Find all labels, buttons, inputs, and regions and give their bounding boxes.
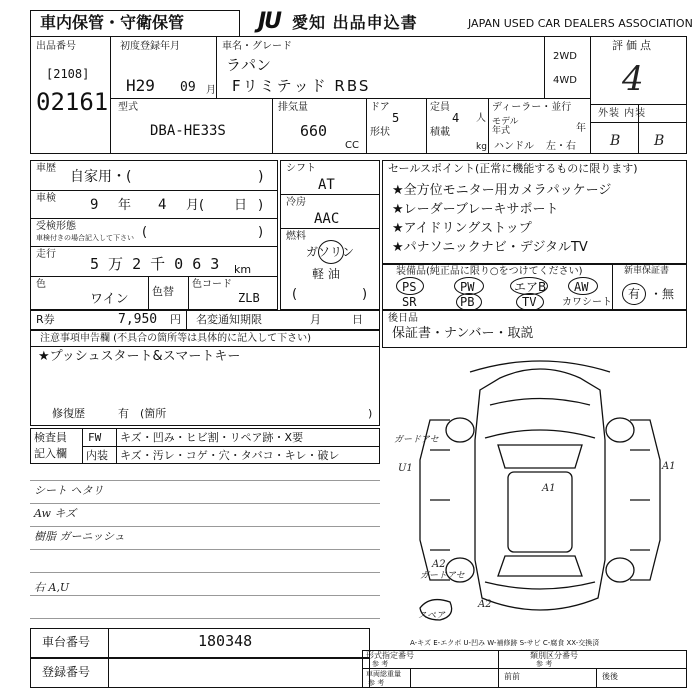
- shift-value: AT: [318, 177, 335, 193]
- plate-label: 登録番号: [42, 665, 91, 679]
- damage-legend: A-キズ E-エクボ U-凹み W-補修跡 S-サビ C-腐食 XX-交換済: [410, 639, 600, 647]
- inspection-month: 4: [158, 197, 167, 213]
- diagram-label-a2-left: A2: [432, 559, 446, 570]
- registration-month: 09: [180, 80, 196, 95]
- displacement-label: 排気量: [278, 102, 308, 113]
- repair-label: 修復歴: [52, 407, 85, 420]
- car-name: ラパン: [226, 56, 272, 74]
- hand-note-2: Aw キズ: [34, 507, 77, 520]
- chassis-label: 車台番号: [42, 635, 91, 649]
- form-number-label: 形式指定番号: [366, 651, 414, 660]
- displacement-value: 660: [300, 122, 328, 140]
- model-year-label: モデル 年式: [492, 117, 519, 136]
- selling-point-4: ★パナソニックナビ・デジタルTV: [392, 240, 588, 255]
- equip-ps-circle: [396, 277, 424, 295]
- name-change-label: 名変通知期限: [196, 313, 262, 326]
- drive-4wd: 4WD: [553, 75, 577, 86]
- name-change-day: 日: [352, 313, 363, 326]
- hand-note-3: 樹脂 ガーニッシュ: [34, 530, 125, 543]
- load-unit: kg: [476, 142, 487, 152]
- notes-label: 注意事項申告欄 (不具合の箇所等は具体的に記入して下さい): [40, 333, 311, 344]
- warranty-label: 新車保証書: [624, 266, 670, 276]
- form-ref-2: 参 考: [536, 660, 553, 668]
- car-grade: Fリミテッド RBS: [232, 77, 371, 95]
- ac-value: AAC: [314, 211, 340, 227]
- diagram-label-a2-bottom: A2: [478, 599, 492, 610]
- postscript-value: 保証書・ナンバー・取説: [392, 326, 534, 341]
- recycle-label: R券: [36, 313, 55, 326]
- selling-point-3: ★アイドリングストップ: [392, 221, 532, 236]
- front-axle-label: 前前: [504, 672, 520, 681]
- load-label: 積載: [430, 127, 450, 138]
- score-label: 評価点: [612, 39, 654, 52]
- color-code: ZLB: [238, 291, 260, 305]
- fw-items: キズ・凹み・ヒビ割・リペア跡・X要: [120, 431, 304, 444]
- equip-tv: TV: [522, 295, 537, 309]
- fuel-diesel: 軽 油: [312, 267, 340, 281]
- interior-label: 内装: [86, 449, 108, 462]
- model-value: DBA-HE33S: [150, 123, 226, 139]
- mileage-label: 走行: [36, 249, 56, 260]
- shift-label: シフト: [286, 163, 316, 174]
- selling-points-label: セールスポイント(正常に機能するものに限ります): [388, 162, 638, 175]
- diagram-label-a1-top: A1: [542, 483, 556, 494]
- inspection-year-unit: 年: [118, 198, 132, 213]
- selling-point-1: ★全方位モニター用カメラパッケージ: [392, 183, 612, 198]
- inspection-close: ): [258, 198, 264, 213]
- repair-place: (箇所: [140, 407, 167, 420]
- diagram-label-a1-right: A1: [662, 461, 676, 472]
- inspector-label-2: 記入欄: [34, 447, 67, 460]
- score-value: 4: [622, 59, 644, 99]
- inspection-year: 9: [90, 197, 99, 213]
- equip-airbag: エアB: [514, 280, 547, 294]
- recycle-unit: 円: [170, 313, 181, 326]
- diagram-label-u1: U1: [398, 463, 413, 474]
- association-name: JAPAN USED CAR DEALERS ASSOCIATION: [468, 17, 693, 30]
- fw-label: FW: [88, 431, 102, 444]
- history-value: 自家用・(: [70, 169, 132, 185]
- name-change-month: 月: [310, 313, 321, 326]
- drive-2wd: 2WD: [553, 51, 577, 62]
- handle-label: ハンドル: [494, 141, 534, 152]
- history-label: 車歴: [36, 163, 56, 174]
- fuel-open: (: [292, 287, 298, 302]
- registration-year: H29: [126, 76, 155, 95]
- fuel-label: 燃料: [286, 231, 306, 242]
- doors-label: ドア: [370, 102, 390, 113]
- capacity-unit: 人: [476, 113, 486, 124]
- equip-tv-circle: [516, 293, 544, 311]
- equip-sr: SR: [402, 295, 417, 309]
- diagram-label-spare: スペア: [418, 611, 446, 621]
- equip-aw-circle: [568, 277, 598, 295]
- capacity-value: 4: [452, 111, 460, 125]
- dealer-label: ディーラー・並行: [492, 102, 572, 113]
- handle-options: 左・右: [546, 141, 576, 152]
- history-close: ): [258, 169, 264, 185]
- fuel-close: ): [362, 287, 368, 302]
- brand-name: 愛知 出品申込書: [292, 13, 418, 32]
- acceptance-open: (: [142, 225, 148, 240]
- registration-label: 初度登録年月: [120, 41, 180, 52]
- car-diagram: [390, 350, 690, 640]
- model-label: 型式: [118, 102, 138, 113]
- car-name-label: 車名・グレード: [222, 41, 292, 52]
- interior-items: キズ・汚レ・コゲ・穴・タバコ・キレ・破レ: [120, 449, 340, 462]
- warranty-no: ・無: [650, 287, 675, 301]
- repaint-label: 色替: [152, 285, 174, 298]
- ext-int-label: 外装 内装: [598, 108, 647, 119]
- shape-label: 形状: [370, 127, 390, 138]
- acceptance-close: ): [258, 225, 264, 240]
- postscript-label: 後日品: [388, 313, 418, 324]
- doors-value: 5: [392, 111, 400, 125]
- rear-axle-label: 後後: [602, 672, 618, 681]
- hand-note-1: シート ヘタリ: [34, 484, 104, 497]
- equip-pb-circle: [456, 293, 482, 311]
- interior-score: B: [654, 133, 665, 149]
- weight-label: 車両総重量: [366, 670, 401, 678]
- hand-note-4: 右 A,U: [34, 581, 70, 594]
- fuel-gasoline: ガソリン: [306, 245, 355, 259]
- lot-label: 出品番号: [36, 41, 76, 52]
- storage-label: 車内保管・守衛保管: [40, 13, 185, 32]
- mileage-value: 5 万 2 千 0 6 3: [90, 255, 220, 273]
- lot-code: [2108]: [46, 67, 90, 81]
- color-code-label: 色コード: [192, 279, 232, 290]
- inspection-label: 車検: [36, 193, 56, 204]
- equipment-label: 装備品(純正品に限り○をつけてください): [396, 266, 583, 277]
- acceptance-label: 受検形態: [36, 221, 76, 232]
- diagram-label-guard-top: ガードアセ: [394, 435, 439, 445]
- equip-leather-seat: カワシート: [562, 297, 612, 308]
- class-number-label: 類別区分番号: [530, 651, 578, 660]
- registration-month-unit: 月: [206, 85, 216, 96]
- displacement-unit: CC: [345, 140, 359, 151]
- equip-pw: PW: [460, 280, 475, 294]
- exterior-score: B: [610, 133, 621, 149]
- warranty-circle: [622, 283, 646, 305]
- recycle-value: 7,950: [118, 312, 158, 327]
- lot-number: 02161: [36, 88, 109, 116]
- form-ref-1: 参 考: [372, 660, 389, 668]
- acceptance-sub: 車検付きの場合記入して下さい: [36, 234, 134, 242]
- inspection-month-unit: 月(: [186, 198, 205, 213]
- capacity-label: 定員: [430, 102, 450, 113]
- mileage-unit: km: [234, 263, 252, 276]
- inspector-label-1: 検査員: [34, 431, 67, 444]
- diagram-label-guard-bottom: ガードアセ: [420, 571, 465, 581]
- equip-pb: PB: [460, 295, 475, 309]
- warranty-yes: 有: [628, 287, 641, 301]
- ju-logo: JU: [258, 9, 281, 34]
- chassis-value: 180348: [198, 632, 253, 650]
- selling-point-2: ★レーダーブレーキサポート: [392, 202, 559, 217]
- color-label: 色: [36, 279, 46, 290]
- color-value: ワイン: [90, 292, 129, 307]
- gasoline-circle: [318, 240, 344, 264]
- repair-close: ): [368, 407, 373, 420]
- top-grid: [30, 36, 687, 154]
- equip-ps: PS: [402, 280, 417, 294]
- equip-aw: AW: [574, 280, 589, 294]
- weight-ref: 参 考: [368, 679, 385, 687]
- notes-item: ★プッシュスタート&スマートキー: [38, 349, 241, 364]
- ac-label: 冷房: [286, 197, 306, 208]
- repair-value: 有: [118, 407, 129, 420]
- model-year-unit: 年: [576, 123, 586, 134]
- inspection-day-unit: 日: [234, 198, 248, 213]
